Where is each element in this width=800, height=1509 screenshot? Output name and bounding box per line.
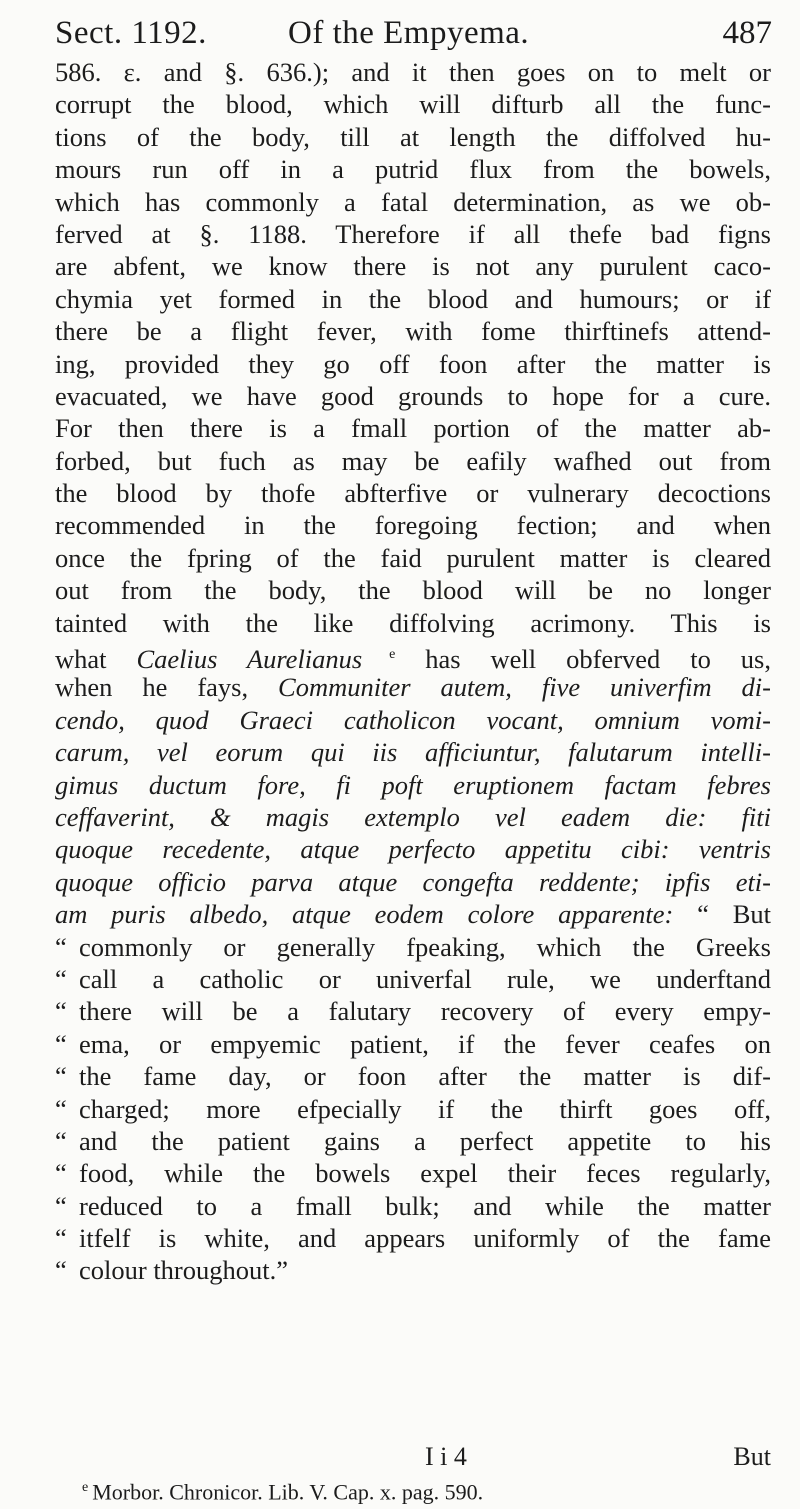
quote-mark: “ — [55, 1125, 67, 1156]
latin-line: quoque recedente, atque perfecto appetitu cibi: ventris — [55, 834, 771, 865]
translation-line — [55, 931, 771, 963]
text-line-citation — [55, 639, 771, 674]
footnote-mark: e — [82, 1480, 89, 1495]
text-line: the blood by thofe abfterfive or vulnerary decoctions — [55, 478, 771, 509]
quote-mark: “ — [55, 996, 67, 1027]
translation-text: and the patient gains a perfect appetite to his — [79, 1125, 771, 1156]
translation-line — [55, 995, 771, 1027]
translation-line — [55, 1125, 771, 1157]
footnote — [82, 1474, 483, 1506]
text-line: ferved at §. 1188. Therefore if all thefe bad figns — [55, 218, 771, 249]
latin-line: cendo, quod Graeci catholicon vocant, omnium vomi- — [55, 704, 771, 735]
latin-quote: Communiter autem, five univerfim di- — [278, 672, 771, 703]
quote-mark: “ — [55, 1028, 67, 1059]
footnote-text: Morbor. Chronicor. Lib. V. Cap. x. pag. 590. — [92, 1479, 484, 1505]
translation-text: food, while the bowels expel their feces regularly, — [79, 1158, 771, 1189]
text-fragment: what — [55, 643, 137, 674]
quote-mark: “ — [55, 1190, 67, 1221]
quote-mark: “ — [55, 1061, 67, 1092]
quote-mark: “ — [55, 1255, 67, 1286]
signature-mark: I i 4 — [425, 1442, 467, 1471]
text-line-latin-end — [55, 898, 771, 930]
text-line: which has commonly a fatal determination, as we ob- — [55, 186, 771, 217]
translation-text: there will be a falutary recovery of every empy- — [79, 996, 771, 1027]
text-line: mours run off in a putrid flux from the bowels, — [55, 154, 771, 185]
text-line: tainted with the like diffolving acrimony. This is — [55, 607, 771, 638]
text-line: there be a flight fever, with fome thirftinefs attend- — [55, 316, 771, 347]
text-line: once the fpring of the faid purulent matter is cleared — [55, 542, 771, 573]
latin-line: ceffaverint, & magis extemplo vel eadem die: fiti — [55, 801, 771, 832]
text-line: tions of the body, till at length the diffolved hu- — [55, 121, 771, 152]
latin-quote: am puris albedo, atque eodem colore apparente: — [55, 899, 674, 930]
quote-mark: “ — [55, 931, 67, 962]
translation-text: ema, or empyemic patient, if the fever ceafes on — [79, 1028, 771, 1059]
text-line: chymia yet formed in the blood and humours; or if — [55, 283, 771, 314]
translation-line — [55, 1222, 771, 1254]
running-title: Of the Empyema. — [288, 15, 530, 51]
translation-line — [55, 1028, 771, 1060]
text-line: out from the body, the blood will be no longer — [55, 575, 771, 606]
translation-text: reduced to a fmall bulk; and while the matter — [79, 1190, 771, 1221]
translation-text: itfelf is white, and appears uniformly of the fame — [79, 1223, 771, 1254]
quote-mark: “ — [55, 1093, 67, 1124]
text-line: evacuated, we have good grounds to hope for a cure. — [55, 380, 771, 411]
translation-text: commonly or generally fpeaking, which the Greeks — [79, 931, 771, 962]
translation-text: the fame day, or foon after the matter is dif- — [79, 1061, 771, 1092]
text-fragment: has well obferved to us, — [395, 643, 771, 674]
footnote-ref: e — [362, 647, 396, 663]
translation-line — [55, 1093, 771, 1125]
text-fragment: “ But — [673, 899, 771, 930]
text-line: forbed, but fuch as may be eafily wafhed out from — [55, 445, 771, 476]
running-header — [55, 8, 772, 58]
quote-mark: “ — [55, 1158, 67, 1189]
catchword: But — [733, 1442, 771, 1471]
translation-text: colour throughout.” — [79, 1255, 289, 1286]
section-number: Sect. 1192. — [55, 15, 207, 51]
text-line: For then there is a fmall portion of the matter ab- — [55, 413, 771, 444]
page-footer — [55, 1441, 771, 1473]
translation-text: call a catholic or univerfal rule, we underftand — [79, 963, 771, 994]
translation-line — [55, 963, 771, 995]
text-line: recommended in the foregoing fection; and when — [55, 510, 771, 541]
translation-line — [55, 1157, 771, 1189]
text-line-latin-start — [55, 671, 771, 703]
translation-text: charged; more efpecially if the thirft goes off, — [79, 1093, 771, 1124]
translation-line — [55, 1190, 771, 1222]
text-line: 586. ε. and §. 636.); and it then goes on to melt or — [55, 57, 771, 87]
translation-line — [55, 1060, 771, 1092]
latin-line: carum, vel eorum qui iis afficiuntur, falutarum intelli- — [55, 737, 771, 768]
text-line: corrupt the blood, which will difturb all the func- — [55, 89, 771, 120]
text-line: ing, provided they go off foon after the matter is — [55, 348, 771, 379]
latin-line: gimus ductum fore, fi poft eruptionem factam febres — [55, 769, 771, 800]
latin-line: quoque officio parva atque congefta reddente; ipfis eti- — [55, 866, 771, 897]
quote-mark: “ — [55, 1223, 67, 1254]
translation-line — [55, 1254, 771, 1286]
author-name: Caelius Aurelianus — [136, 643, 363, 674]
text-line: are abfent, we know there is not any purulent caco- — [55, 251, 771, 282]
page-number: 487 — [722, 15, 772, 51]
body-text — [55, 56, 771, 1287]
text-fragment: when he fays, — [55, 672, 279, 703]
quote-mark: “ — [55, 963, 67, 994]
